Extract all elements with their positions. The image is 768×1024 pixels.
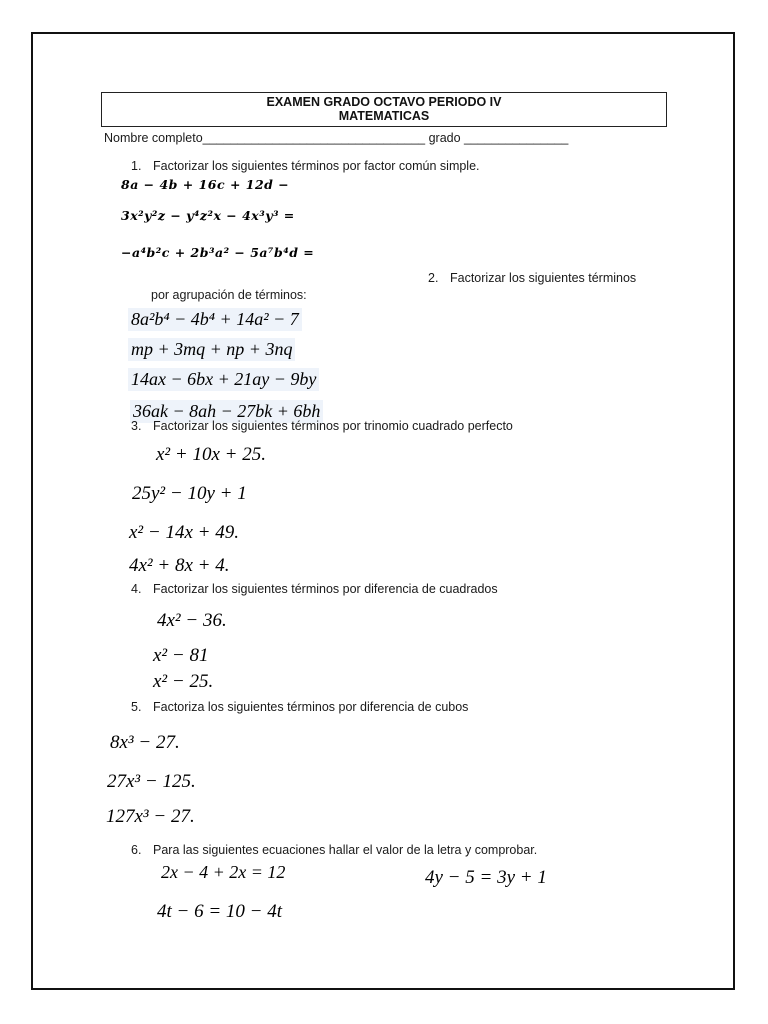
- question-1-number: 1.: [131, 159, 142, 173]
- q3-expression-2: 25y² − 10y + 1: [132, 483, 247, 504]
- q2-expression-3: 14ax − 6bx + 21ay − 9by: [128, 368, 319, 391]
- question-5-text: Factoriza los siguientes términos por diferencia de cubos: [153, 700, 469, 714]
- q1-expression-3: −a⁴b²c + 2b³a² − 5a⁷b⁴d =: [121, 245, 315, 260]
- q2-expression-1: 8a²b⁴ − 4b⁴ + 14a² − 7: [128, 308, 302, 331]
- q4-expression-3: x² − 25.: [153, 671, 214, 692]
- question-3-number: 3.: [131, 419, 142, 433]
- question-6: [131, 843, 537, 857]
- question-2-number: 2.: [428, 271, 439, 285]
- q3-expression-4: 4x² + 8x + 4.: [129, 555, 230, 576]
- q1-expression-1: 8a − 4b + 16c + 12d −: [121, 177, 290, 192]
- q5-expression-2: 27x³ − 125.: [107, 771, 196, 792]
- question-6-number: 6.: [131, 843, 142, 857]
- question-1: [131, 159, 480, 173]
- q1-expression-2: 3x²y²z − y⁴z²x − 4x³y³ =: [121, 208, 295, 223]
- q2-expression-4: 36ak − 8ah − 27bk + 6bh: [130, 400, 323, 423]
- question-3: [131, 419, 513, 433]
- q2-expression-2: mp + 3mq + np + 3nq: [128, 338, 295, 361]
- exam-title: EXAMEN GRADO OCTAVO PERIODO IV: [266, 95, 502, 109]
- q3-expression-3: x² − 14x + 49.: [129, 522, 239, 543]
- q4-expression-2: x² − 81: [153, 645, 209, 666]
- question-4-text: Factorizar los siguientes términos por diferencia de cuadrados: [153, 582, 498, 596]
- question-3-text: Factorizar los siguientes términos por trinomio cuadrado perfecto: [153, 419, 513, 433]
- question-1-text: Factorizar los siguientes términos por factor común simple.: [153, 159, 480, 173]
- q5-expression-3: 127x³ − 27.: [106, 806, 195, 827]
- q3-expression-1: x² + 10x + 25.: [156, 444, 266, 465]
- exam-subject: MATEMATICAS: [338, 109, 430, 123]
- question-2-text-continued: por agrupación de términos:: [151, 288, 307, 302]
- q4-expression-1: 4x² − 36.: [157, 610, 227, 631]
- question-5: [131, 700, 468, 714]
- student-name-line: Nombre completo________________________________ grado _______________: [104, 131, 569, 145]
- q5-expression-1: 8x³ − 27.: [110, 732, 180, 753]
- q6-equation-3: 4t − 6 = 10 − 4t: [157, 901, 283, 922]
- exam-title-box: [101, 92, 667, 127]
- question-4-number: 4.: [131, 582, 142, 596]
- q6-equation-1: 2x − 4 + 2x = 12: [161, 862, 286, 882]
- question-5-number: 5.: [131, 700, 142, 714]
- question-4: [131, 582, 498, 596]
- question-2: [428, 271, 636, 285]
- q6-equation-2: 4y − 5 = 3y + 1: [425, 867, 547, 888]
- question-6-text: Para las siguientes ecuaciones hallar el valor de la letra y comprobar.: [153, 843, 538, 857]
- question-2-text: Factorizar los siguientes términos: [450, 271, 637, 285]
